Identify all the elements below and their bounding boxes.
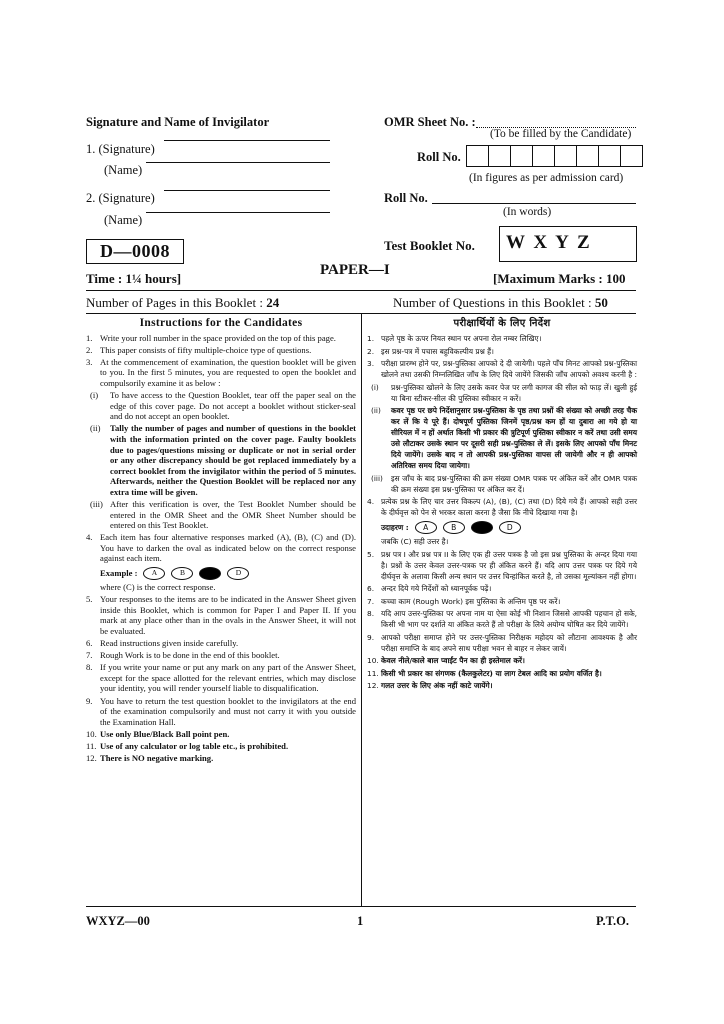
signature-1-field[interactable] [164,140,330,141]
instruction-11: 11. Use of any calculator or log table etc., is prohibited. [86,740,289,751]
instruction-12: 12. There is NO negative marking. [86,752,214,763]
footer-code: WXYZ—00 [86,914,150,928]
instruction-3-ii: (ii) Tally the number of pages and number of questions in the booklet with the information printed on the cover page. Faulty booklets due to pages/questions missing or duplicate or not in serial order or any other discrepancy should be got replaced immediately by a correct booklet from the invigilator within the period of 5 minutes. Afterwards, neither the Question Booklet will be replaced nor any extra time will be given. [90,423,356,497]
oval-c-filled [471,521,493,534]
roll-no-boxes[interactable] [466,145,643,167]
questions-count: Number of Questions in this Booklet : 50 [393,295,608,310]
instruction-3-i: (i) To have access to the Question Booklet, tear off the paper seal on the edge of this cover page. Do not accept a booklet without sticker-seal and do not accept an open booklet. [90,390,356,422]
instruction-4: 4. Each item has four alternative responses marked (A), (B), (C) and (D). You have to darken the oval as indicated below on the correct response against each item. [86,532,356,564]
roll-no-label: Roll No. [417,150,461,164]
roll-no-words-field[interactable] [432,203,636,204]
hindi-instruction-3: 3. परीक्षा प्रारम्भ होने पर, प्रश्न-पुस्तिका आपको दे दी जायेगी। पहले पाँच मिनट आपको प्रश्न-पुस्तिका खोलने तथा उसकी निम्नलिखित जाँच के लिए दिये जायेंगे जिसकी जाँच आपको अवश्य करनी है : [367,359,637,379]
hindi-example-note: जबकि (C) सही उत्तर है। [381,537,449,546]
hindi-instruction-3-iii: (iii) इस जाँच के बाद प्रश्न-पुस्तिका की क्रम संख्या OMR पत्रक पर अंकित करें और OMR पत्रक की क्रम संख्या इस प्रश्न-पुस्तिका पर अंकित कर दें। [371,473,637,494]
instruction-3-iii: (iii) After this verification is over, the Test Booklet Number should be entered in the OMR Sheet and the OMR Sheet Number should be entered on this Test Booklet. [90,499,356,531]
oval-c-filled [199,567,221,580]
paper-code-box [86,239,184,264]
roll-words-note: (In words) [503,206,552,218]
example-note: where (C) is the correct response. [100,582,216,593]
hindi-instruction-1: 1. पहले पृष्ठ के ऊपर नियत स्थान पर अपना रोल नम्बर लिखिए। [367,334,542,343]
hindi-instruction-11: 11. किसी भी प्रकार का संगणक (कैलकुलेटर) या लाग टेबल आदि का प्रयोग वर्जित है। [367,668,602,678]
signature-2-label: 2. (Signature) [86,191,155,205]
oval-b: B [443,521,465,534]
paper-code: D—0008 [100,241,170,261]
signature-2-field[interactable] [164,190,330,191]
instruction-6: 6. Read instructions given inside carefully. [86,638,239,649]
hindi-instructions [367,318,637,693]
paper-title: PAPER—I [320,262,390,278]
oval-b: B [171,567,193,580]
roll-no-note: (In figures as per admission card) [469,172,624,184]
max-marks: [Maximum Marks : 100 [493,271,626,286]
hindi-instruction-4: 4. प्रत्येक प्रश्न के लिए चार उत्तर विकल्प (A), (B), (C) तथा (D) दिये गये हैं। आपको सही उत्तर के दीर्घवृत्त को पेन से भरकर काला करना है जैसा कि नीचे दिखाया गया है। [367,497,637,517]
hindi-instruction-10: 10. केवल नीले/काले बाल प्वाईंट पैन का ही इस्तेमाल करें। [367,656,525,665]
test-booklet-label: Test Booklet No. [384,238,475,253]
roll-digit-box[interactable] [621,145,643,167]
instruction-3: 3. At the commencement of examination, the question booklet will be given to you. In the first 5 minutes, you are requested to open the booklet and compulsorily examine it as below : [86,356,356,388]
roll-digit-box[interactable] [555,145,577,167]
name-2-field[interactable] [146,212,330,213]
column-divider [361,314,362,906]
hindi-instruction-7: 7. कच्चा काम (Rough Work) इस पुस्तिका के अन्तिम पृष्ठ पर करें। [367,596,561,606]
hindi-instruction-5: 5. प्रश्न पत्र I और प्रश्न पत्र II के लिए एक ही उत्तर पत्रक है जो इस प्रश्न पुस्तिका के अन्दर दिया गया है। प्रश्नों के उत्तर केवल उत्तर-पत्रक पर ही अंकित करने हैं। यदि आप उत्तर पत्रक पर दिये गये दीर्घवृत्त के अलावा किसी अन्य स्थान पर उत्तर चिन्हांकित करते है, तो उसका मूल्यांकन नहीं होगा। [367,549,637,581]
roll-no-words-label: Roll No. [384,191,428,205]
instruction-2: 2. This paper consists of fifty multiple-choice type of questions. [86,344,312,355]
english-title: Instructions for the Candidates [139,317,303,329]
hindi-instruction-9: 9. आपको परीक्षा समाप्त होने पर उत्तर-पुस्तिका निरीक्षक महोदय को लौटाना आवश्यक है और परीक्षा समाप्ति के बाद अपने साथ परीक्षा भवन से बाहर न लेकर जायें। [367,632,637,653]
omr-sheet-label: OMR Sheet No. : [384,115,476,129]
hindi-title: परीक्षार्थियों के लिए निर्देश [453,318,551,329]
name-1-field[interactable] [146,162,330,163]
rule-bottom [86,906,636,907]
signature-1-label: 1. (Signature) [86,142,155,156]
roll-digit-box[interactable] [577,145,599,167]
pages-count: Number of Pages in this Booklet : 24 [86,295,280,310]
roll-digit-box[interactable] [511,145,533,167]
roll-digit-box[interactable] [533,145,555,167]
instruction-7: 7. Rough Work is to be done in the end of this booklet. [86,650,280,661]
oval-a: A [415,521,437,534]
example-row: Example : A B D [100,567,356,580]
pto-label: P.T.O. [596,914,629,928]
instruction-1: 1. Write your roll number in the space provided on the top of this page. [86,332,336,343]
hindi-instruction-8: 8. यदि आप उत्तर-पुस्तिका पर अपना नाम या ऐसा कोई भी निशान जिससे आपकी पहचान हो सके, किसी भी भाग पर दर्शाते या अंकित करते हैं तो परीक्षा के लिये अयोग्य घोषित कर दिये जायेंगे। [367,609,637,629]
oval-d: D [499,521,521,534]
booklet-code-box [499,226,637,262]
invigilator-title: Signature and Name of Invigilator [86,115,270,129]
hindi-instruction-2: 2. इस प्रश्न-पत्र में पचास बहुविकल्पीय प्रश्न हैं। [367,346,494,356]
instruction-8: 8. If you write your name or put any mark on any part of the Answer Sheet, except for the space allotted for the relevant entries, which may disclose your identity, you will render yourself liable to disqualification. [86,662,356,694]
page-number: 1 [357,914,364,928]
roll-digit-box[interactable] [467,145,489,167]
hindi-example-row: उदाहरण : A B D [381,521,637,534]
roll-digit-box[interactable] [489,145,511,167]
hindi-instruction-6: 6. अन्दर दिये गये निर्देशों को ध्यानपूर्वक पढ़ें। [367,584,492,593]
hindi-instruction-3-ii: (ii) कवर पृष्ठ पर छपे निर्देशानुसार प्रश्न-पुस्तिका के पृष्ठ तथा प्रश्नों की संख्या को अच्छी तरह चैक कर लें कि ये पूरे हैं। दोषपूर्ण पुस्तिका जिनमें पृष्ठ/प्रश्न कम हों या दुबारा आ गये हो या सीरियल में न हों अर्थात किसी भी प्रकार की त्रुटिपूर्ण पुस्तिका स्वीकार न करें तथा उसी समय उसे लौटाकर उसके स्थान पर दूसरी सही प्रश्न-पुस्तिका ले लें। इसके लिए आपको पाँच मिनट दिये जायेंगे। उसके बाद न तो आपकी प्रश्न-पुस्तिका वापस ली जायेगी और न ही आपको अतिरिक्त समय दिया जायेगा। [371,406,637,470]
oval-d: D [227,567,249,580]
instruction-5: 5. Your responses to the items are to be indicated in the Answer Sheet given inside this Booklet, which is common for Paper I and Paper II. If you mark at any place other than in the ovals in the Answer Sheet, it will not be evaluated. [86,594,356,636]
roll-digit-box[interactable] [599,145,621,167]
oval-a: A [143,567,165,580]
instruction-10: 10. Use only Blue/Black Ball point pen. [86,728,230,739]
rule-top [86,290,636,291]
omr-sheet-field[interactable] [476,116,636,128]
omr-note: (To be filled by the Candidate) [490,128,632,140]
name-2-label: (Name) [104,213,143,227]
hindi-instruction-3-i: (i) प्रश्न-पुस्तिका खोलने के लिए उसके कवर पेज पर लगी कागज की सील को फाड़ लें। खुली हुई या बिना स्टीकर-सील की पुस्तिका स्वीकार न करें। [371,382,637,403]
hindi-instruction-12: 12. गलत उत्तर के लिए अंक नहीं काटे जायेंगे। [367,681,493,690]
instruction-9: 9. You have to return the test question booklet to the invigilators at the end of the examination compulsorily and must not carry it with you outside the Examination Hall. [86,695,356,727]
booklet-code: W X Y Z [506,232,592,253]
english-instructions [86,318,356,765]
time-label: Time : 1¼ hours] [86,271,182,286]
name-1-label: (Name) [104,163,143,177]
